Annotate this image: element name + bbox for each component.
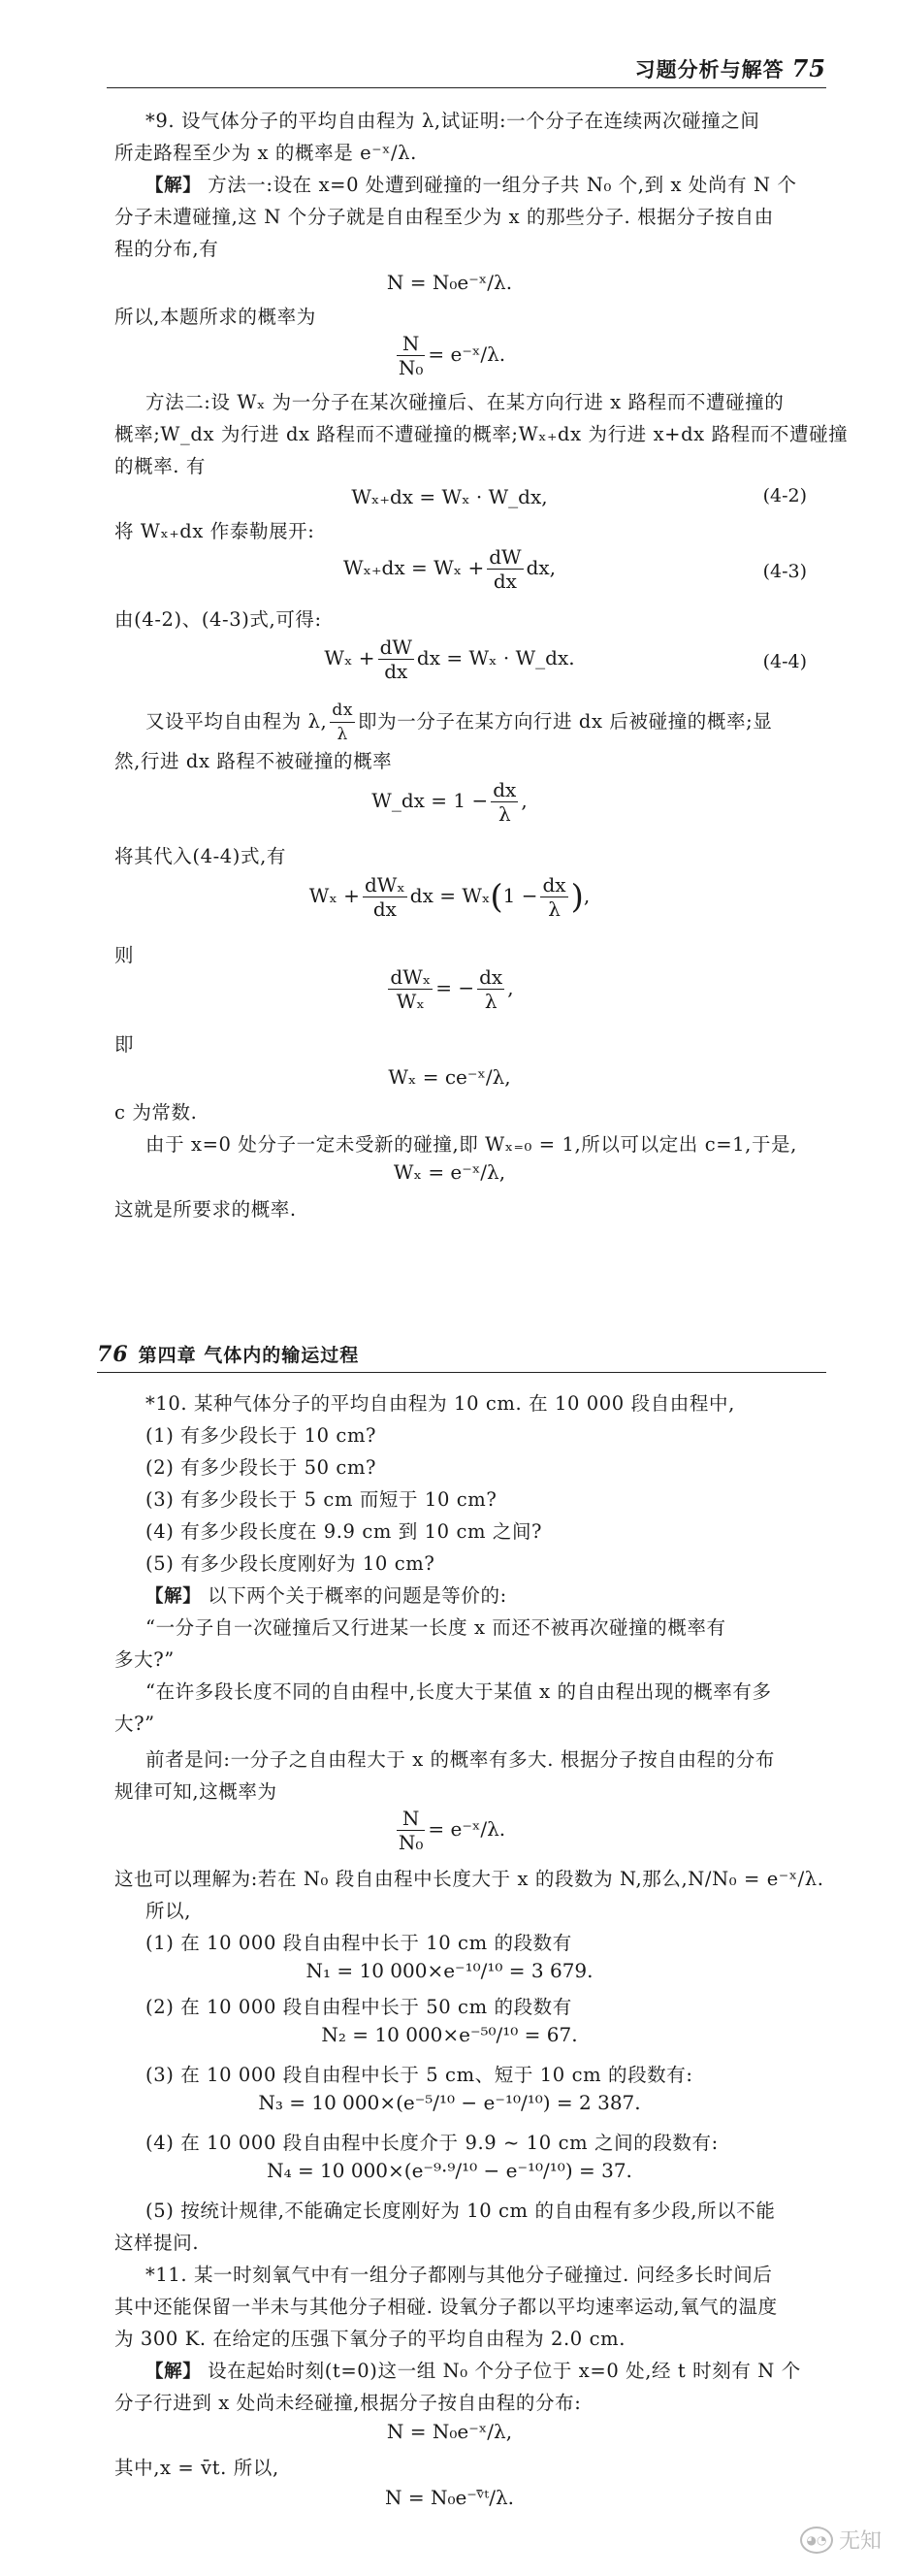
header-title: 习题分析与解答: [634, 58, 785, 82]
solution-line-5: 大?”: [114, 1712, 155, 1735]
problem-10-question-line-1: *10. 某种气体分子的平均自由程为 10 cm. 在 10 000 段自由程中,: [145, 1392, 735, 1415]
text-then: 则: [114, 944, 135, 966]
equation-4-3: Wₓ₊dx = Wₓ + $\frac{dW}{dx}$ dx,: [342, 545, 557, 593]
text-ie: 即: [114, 1033, 135, 1056]
solution-line-3: 多大?”: [114, 1648, 175, 1671]
page-number: 75: [791, 54, 826, 82]
equation-probability: $\frac{N}{\text{N₀}}$ = e⁻ˣ/λ.: [398, 1807, 506, 1854]
page-header: [635, 54, 826, 83]
equation-n-distribution: N = N₀e⁻ˣ/λ,: [386, 2420, 513, 2443]
watermark-text: 无知: [838, 2529, 882, 2554]
solution-line-8: 这也可以理解为:若在 N₀ 段自由程中长度大于 x 的段数为 N,那么,N/N₀ = e⁻ˣ/λ.: [114, 1868, 824, 1890]
equation-wx-final: Wₓ = e⁻ˣ/λ,: [393, 1160, 506, 1184]
problem-11-question-line-2: 其中还能保留一半未与其他分子相碰. 设氧分子都以平均速率运动,氧气的温度: [114, 2296, 778, 2318]
solution-line-7: 规律可知,这概率为: [114, 1780, 277, 1803]
problem-9-question-line-2: 所走路程至少为 x 的概率是 e⁻ˣ/λ.: [114, 142, 417, 164]
page-header: [97, 1341, 359, 1367]
solution-line-3: 其中,x = v̄t. 所以,: [114, 2457, 279, 2479]
answer-1-text: (1) 在 10 000 段自由程中长于 10 cm 的段数有: [145, 1932, 572, 1954]
problem-10-subquestion-4: (4) 有多少段长度在 9.9 cm 到 10 cm 之间?: [145, 1520, 543, 1543]
wechat-logo-icon: ◕◔: [800, 2527, 833, 2554]
fraction-n-over-n0: $\frac{N}{\text{N₀}}$: [398, 1807, 424, 1854]
fraction-dx-over-lambda: $\frac{dx}{\lambda}$: [542, 873, 566, 921]
equation-wdx: W_dx = 1 − $\frac{dx}{\lambda}$ ,: [371, 778, 528, 826]
method-1-line-3: 程的分布,有: [114, 238, 219, 260]
problem-9-question-line-1: *9. 设气体分子的平均自由程为 λ,试证明:一个分子在连续两次碰撞之间: [145, 110, 760, 132]
answer-5-line-2: 这样提问.: [114, 2232, 200, 2254]
method-2-line-5: 由(4-2)、(4-3)式,可得:: [114, 608, 322, 631]
watermark: [800, 2525, 882, 2555]
answer-4-text: (4) 在 10 000 段自由程中长度介于 9.9 ~ 10 cm 之间的段数有:: [145, 2132, 719, 2154]
equation-4-2: Wₓ₊dx = Wₓ · W_dx,: [351, 485, 548, 508]
equation-substituted: Wₓ + $\frac{\text{dWₓ}}{dx}$ dx = Wₓ(1 − $\frac{dx}{\lambda}$ ),: [308, 873, 591, 921]
method-2-last-line-2: 这就是所要求的概率.: [114, 1198, 297, 1221]
solution-paragraph: [145, 169, 797, 202]
equation-tag-4-4: (4-4): [762, 651, 807, 672]
method-2-line-4: 将 Wₓ₊dx 作泰勒展开:: [114, 520, 315, 542]
fraction-n-over-n0: $\frac{N}{\text{N₀}}$: [398, 332, 424, 379]
solution-paragraph: 【解】 设在起始时刻(t=0)这一组 N₀ 个分子位于 x=0 处,经 t 时刻有 N 个: [145, 2360, 801, 2382]
problem-10-subquestion-5: (5) 有多少段长度刚好为 10 cm?: [145, 1552, 435, 1575]
method-2-last-line-1: 由于 x=0 处分子一定未受新的碰撞,即 Wₓ₌₀ = 1,所以可以定出 c=1,于是,: [145, 1133, 797, 1156]
answer-4-equation: N₄ = 10 000×(e⁻⁹·⁹/¹⁰ − e⁻¹⁰/¹⁰) = 37.: [267, 2159, 632, 2182]
equation-n-time: N = N₀e⁻ᵛ̄ᵗ/λ.: [384, 2486, 515, 2509]
method-2-line-8: 将其代入(4-4)式,有: [114, 845, 287, 867]
fraction-dw-over-dx: $\frac{dW}{dx}$: [489, 545, 522, 593]
equation-tag-4-2: (4-2): [762, 485, 807, 506]
solution-line-2: “一分子自一次碰撞后又行进某一长度 x 而还不被再次碰撞的概率有: [145, 1616, 726, 1639]
answer-5-line-1: (5) 按统计规律,不能确定长度刚好为 10 cm 的自由程有多少段,所以不能: [145, 2200, 776, 2222]
solution-tag: 【解】: [145, 1586, 202, 1607]
solution-paragraph: 【解】 以下两个关于概率的问题是等价的:: [145, 1584, 507, 1607]
equation-tag-4-3: (4-3): [762, 561, 807, 582]
solution-tag: 【解】: [145, 2362, 202, 2382]
solution-line-9: 所以,: [145, 1900, 191, 1922]
problem-10-subquestion-2: (2) 有多少段长于 50 cm?: [145, 1456, 377, 1479]
header-title: 第四章 气体内的输运过程: [138, 1345, 360, 1366]
fraction-dx-over-lambda: $\frac{dx}{\lambda}$: [479, 965, 503, 1013]
header-rule: [97, 1372, 826, 1373]
method-2-line-6: 又设平均自由程为 λ, $\frac{dx}{\lambda}$ 即为一分子在某方向行进 dx 后被碰撞的概率;显: [145, 701, 773, 744]
method-2-line-1: 方法二:设 Wₓ 为一分子在某次碰撞后、在某方向行进 x 路程而不遭碰撞的: [145, 391, 785, 413]
equation-4-4: Wₓ + $\frac{dW}{dx}$ dx = Wₓ · W_dx.: [324, 636, 575, 683]
fraction-dwx-over-dx: $\frac{\text{dWₓ}}{dx}$: [364, 873, 405, 921]
answer-3-equation: N₃ = 10 000×(e⁻⁵/¹⁰ − e⁻¹⁰/¹⁰) = 2 387.: [258, 2091, 641, 2114]
problem-11-question-line-3: 为 300 K. 在给定的压强下氧分子的平均自由程为 2.0 cm.: [114, 2328, 626, 2350]
page-75: [0, 0, 899, 1271]
method-2-line-3: 的概率. 有: [114, 455, 206, 477]
fraction-dx-over-lambda: $\frac{dx}{\lambda}$: [332, 701, 354, 744]
method-1-line-2: 分子未遭碰撞,这 N 个分子就是自由程至少为 x 的那些分子. 根据分子按自由: [114, 206, 774, 228]
equation-probability: $\frac{N}{\text{N₀}}$ = e⁻ˣ/λ.: [398, 332, 506, 379]
problem-11-question-line-1: *11. 某一时刻氧气中有一组分子都刚与其他分子碰撞过. 问经多长时间后: [145, 2264, 773, 2286]
answer-3-text: (3) 在 10 000 段自由程中长于 5 cm、短于 10 cm 的段数有:: [145, 2064, 693, 2086]
answer-2-text: (2) 在 10 000 段自由程中长于 50 cm 的段数有: [145, 1996, 572, 2018]
method-2-line-2: 概率;W_dx 为行进 dx 路程而不遭碰撞的概率;Wₓ₊dx 为行进 x+dx 路程而不遭碰撞: [114, 423, 849, 445]
solution-line-6: 前者是问:一分子之自由程大于 x 的概率有多大. 根据分子按自由程的分布: [145, 1748, 775, 1771]
text-constant: c 为常数.: [114, 1101, 198, 1124]
equation-n-distribution: N = N₀e⁻ˣ/λ.: [386, 271, 513, 294]
answer-2-equation: N₂ = 10 000×e⁻⁵⁰/¹⁰ = 67.: [321, 2023, 578, 2046]
method-1-line-4: 所以,本题所求的概率为: [114, 306, 316, 328]
fraction-dw-over-dx: $\frac{dW}{dx}$: [379, 636, 412, 683]
problem-10-subquestion-1: (1) 有多少段长于 10 cm?: [145, 1424, 377, 1447]
fraction-dx-over-lambda: $\frac{dx}{\lambda}$: [493, 778, 517, 826]
page-number: 76: [97, 1342, 129, 1367]
solution-line-2: 分子行进到 x 处尚未经碰撞,根据分子按自由程的分布:: [114, 2392, 582, 2414]
answer-1-equation: N₁ = 10 000×e⁻¹⁰/¹⁰ = 3 679.: [305, 1959, 594, 1982]
solution-line-4: “在许多段长度不同的自由程中,长度大于某值 x 的自由程出现的概率有多: [145, 1680, 772, 1703]
method-1-line-1: 方法一:设在 x=0 处遭到碰撞的一组分子共 N₀ 个,到 x 处尚有 N 个: [201, 174, 797, 196]
equation-wx-general: Wₓ = ce⁻ˣ/λ,: [388, 1065, 511, 1089]
problem-10-subquestion-3: (3) 有多少段长于 5 cm 而短于 10 cm?: [145, 1488, 498, 1511]
equation-ratio: $\frac{\text{dWₓ}}{\text{Wₓ}}$ = − $\frac{dx}{\lambda}$ ,: [390, 965, 514, 1013]
method-2-line-7: 然,行进 dx 路程不被碰撞的概率: [114, 750, 393, 772]
solution-tag: 【解】: [145, 176, 202, 196]
header-rule: [107, 87, 826, 88]
fraction-dwx-over-wx: $\frac{\text{dWₓ}}{\text{Wₓ}}$: [390, 965, 432, 1013]
